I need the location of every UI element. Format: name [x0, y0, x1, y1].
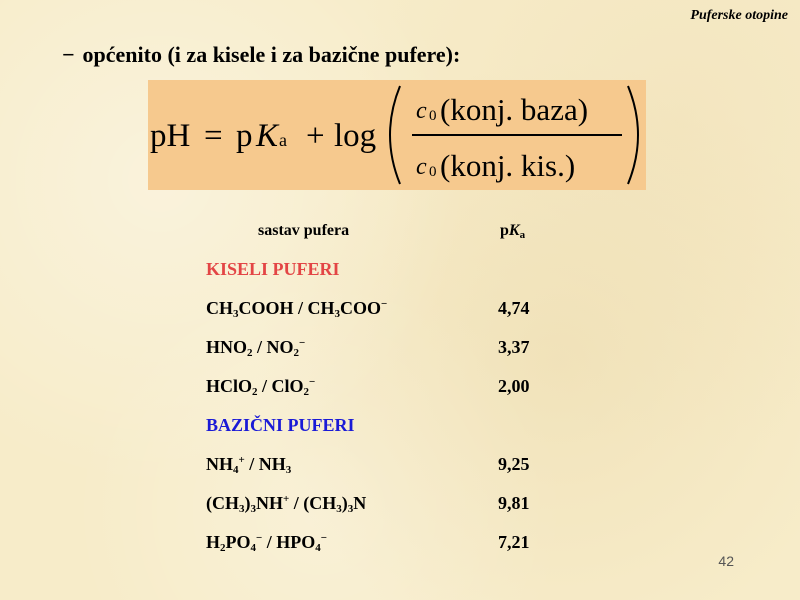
composition-cell [200, 484, 498, 523]
composition-cell [200, 289, 498, 328]
formula-part: + [238, 453, 245, 466]
buffer-table [200, 212, 580, 562]
bullet-dash: − [62, 42, 75, 67]
formula-part: / HPO [262, 531, 316, 552]
formula-p: p [236, 118, 253, 154]
header-composition: sastav pufera [258, 222, 350, 239]
numerator-text: (konj. baza) [440, 92, 589, 127]
pka-cell: 9,81 [498, 493, 530, 513]
section-row-acid [200, 250, 580, 289]
intro-line [62, 42, 460, 68]
formula-part: − [320, 531, 328, 544]
slide-header-title: Puferske otopine [690, 8, 788, 23]
formula-part: − [256, 531, 263, 544]
formula-part: NH [256, 492, 283, 513]
formula-part: H [206, 531, 221, 552]
section-row-base [200, 406, 580, 445]
formula-part: 3 [285, 463, 292, 476]
formula-part: 3 [347, 502, 354, 515]
formula-box [148, 80, 646, 190]
formula-part: / (CH [289, 492, 337, 513]
formula-k: K [256, 118, 279, 154]
formula-part: 2 [252, 385, 258, 398]
section-base-label: BAZIČNI PUFERI [206, 415, 355, 435]
formula-part: ) [244, 492, 251, 513]
formula-part: NH [206, 453, 233, 474]
intro-text: općenito (i za kisele i za bazične pufere): [82, 42, 461, 67]
denominator-zero: 0 [429, 164, 437, 180]
formula-part: 3 [336, 502, 342, 515]
formula-part: ) [341, 492, 348, 513]
formula-part: PO [225, 531, 251, 552]
formula-part: HClO [206, 375, 253, 396]
formula-part: 2 [220, 541, 226, 554]
numerator-zero: 0 [429, 108, 437, 124]
formula-ph: pH [150, 118, 191, 154]
table-row [200, 445, 580, 484]
denominator-c: c [416, 154, 427, 180]
formula-part: N [353, 492, 367, 513]
section-acid-empty [498, 250, 580, 289]
left-parenthesis [390, 86, 400, 184]
formula-part: 4 [233, 463, 239, 476]
formula-part: 4 [250, 541, 257, 554]
formula-part: 3 [334, 307, 341, 320]
pka-cell: 4,74 [498, 298, 530, 318]
denominator-text: (konj. kis.) [440, 148, 576, 183]
formula-part: + [283, 492, 290, 505]
formula-log: log [334, 118, 377, 154]
table-row [200, 367, 580, 406]
formula-part: (CH [206, 492, 239, 513]
formula-part: 3 [233, 307, 239, 320]
table-header-row [200, 212, 580, 250]
composition-cell [200, 367, 498, 406]
header-pka-k: K [508, 221, 520, 239]
section-base-empty [498, 406, 580, 445]
header-pka-a: a [519, 228, 526, 241]
formula-part: − [381, 297, 388, 310]
formula-part: 3 [239, 502, 245, 515]
formula-part: − [309, 375, 316, 388]
formula-part: 2 [293, 346, 300, 359]
table-row [200, 289, 580, 328]
formula-part: − [299, 336, 306, 349]
table-row [200, 484, 580, 523]
composition-cell [200, 445, 498, 484]
pka-cell: 9,25 [498, 454, 530, 474]
header-pka-p: p [500, 221, 509, 239]
formula-a: a [279, 130, 287, 150]
formula-part: CH [206, 297, 233, 318]
section-acid-label: KISELI PUFERI [206, 259, 340, 279]
composition-cell [200, 328, 498, 367]
formula-plus: + [306, 118, 325, 154]
formula-part: 2 [247, 346, 253, 359]
formula-part: 2 [303, 385, 310, 398]
table-row [200, 523, 580, 562]
pka-cell: 3,37 [498, 337, 530, 357]
formula-part: COOH / CH [238, 297, 335, 318]
numerator-c: c [416, 98, 427, 124]
formula-part: / NH [244, 453, 286, 474]
formula-part: / NO [252, 336, 294, 357]
formula-part: HNO [206, 336, 248, 357]
page-number: 42 [718, 553, 734, 569]
table-row [200, 328, 580, 367]
formula-part: 4 [315, 541, 321, 554]
composition-cell [200, 523, 498, 562]
pka-cell: 7,21 [498, 532, 530, 552]
pka-cell: 2,00 [498, 376, 530, 396]
formula-equals: = [204, 118, 223, 154]
henderson-hasselbalch-formula [148, 80, 646, 190]
header-pka [498, 212, 580, 250]
formula-part: 3 [250, 502, 256, 515]
formula-part: COO [340, 297, 382, 318]
formula-part: / ClO [257, 375, 304, 396]
right-parenthesis [628, 86, 638, 184]
